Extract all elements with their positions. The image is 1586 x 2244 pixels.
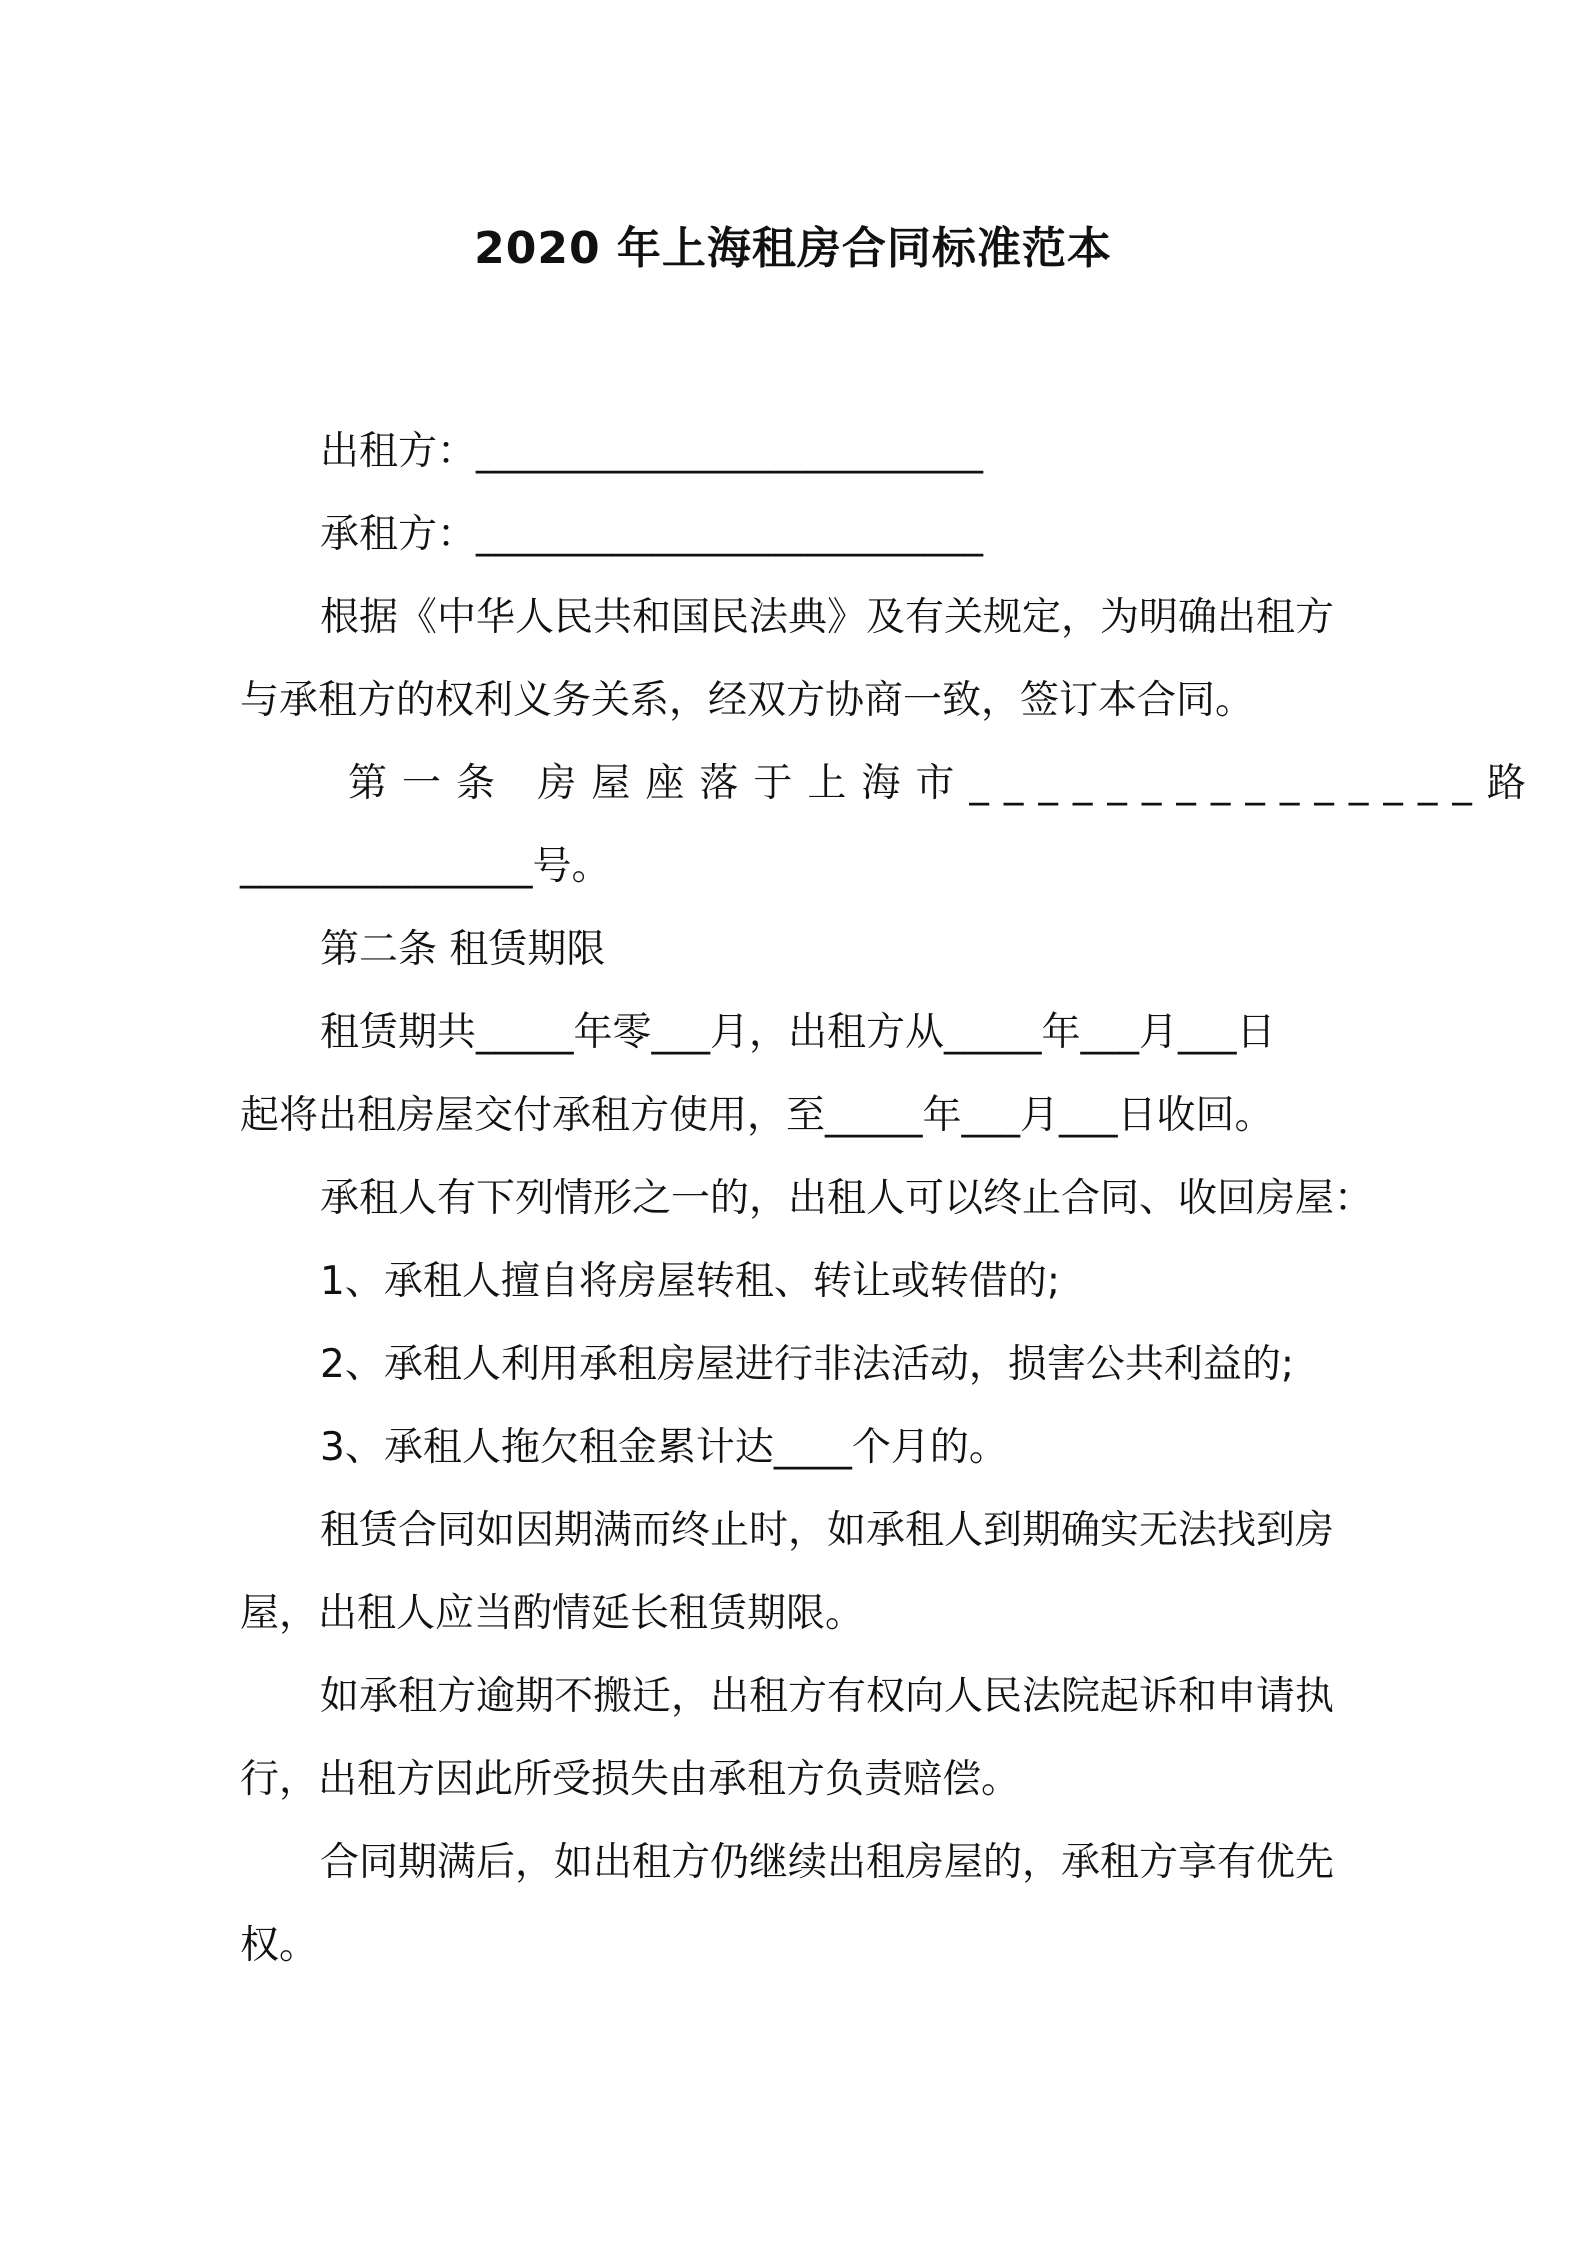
termination-item-1: 1、承租人擅自将房屋转租、转让或转借的; bbox=[320, 1259, 1060, 1304]
lessee-line: 承租方：__________________________ bbox=[320, 512, 984, 557]
extension-line-2: 屋，出租人应当酌情延长租赁期限。 bbox=[240, 1591, 865, 1636]
termination-intro: 承租人有下列情形之一的，出租人可以终止合同、收回房屋： bbox=[320, 1176, 1374, 1221]
document-title: 2020 年上海租房合同标准范本 bbox=[474, 223, 1112, 274]
document-body bbox=[240, 410, 1541, 1987]
preamble-line-2: 与承租方的权利义务关系，经双方协商一致，签订本合同。 bbox=[240, 678, 1255, 723]
termination-item-2: 2、承租人利用承租房屋进行非法活动，损害公共利益的; bbox=[320, 1342, 1294, 1387]
article-1-line-1: 第一条 房屋座落于上海市_______________路 bbox=[348, 761, 1541, 806]
article-2-heading: 第二条 租赁期限 bbox=[320, 927, 606, 972]
lease-term-line-2: 起将出租房屋交付承租方使用，至_____年___月___日收回。 bbox=[240, 1093, 1274, 1138]
lease-term-line-1: 租赁期共_____年零___月，出租方从_____年___月___日 bbox=[320, 1010, 1276, 1055]
priority-line-2: 权。 bbox=[240, 1923, 319, 1968]
overdue-line-2: 行，出租方因此所受损失由承租方负责赔偿。 bbox=[240, 1757, 1021, 1802]
overdue-line-1: 如承租方逾期不搬迁，出租方有权向人民法院起诉和申请执 bbox=[320, 1674, 1335, 1719]
priority-line-1: 合同期满后，如出租方仍继续出租房屋的，承租方享有优先 bbox=[320, 1840, 1335, 1885]
termination-item-3: 3、承租人拖欠租金累计达____个月的。 bbox=[320, 1425, 1008, 1470]
lessor-line: 出租方：__________________________ bbox=[320, 429, 984, 474]
article-1-line-2: _______________号。 bbox=[240, 844, 611, 889]
preamble-line-1: 根据《中华人民共和国民法典》及有关规定，为明确出租方 bbox=[320, 595, 1335, 640]
extension-line-1: 租赁合同如因期满而终止时，如承租人到期确实无法找到房 bbox=[320, 1508, 1335, 1553]
